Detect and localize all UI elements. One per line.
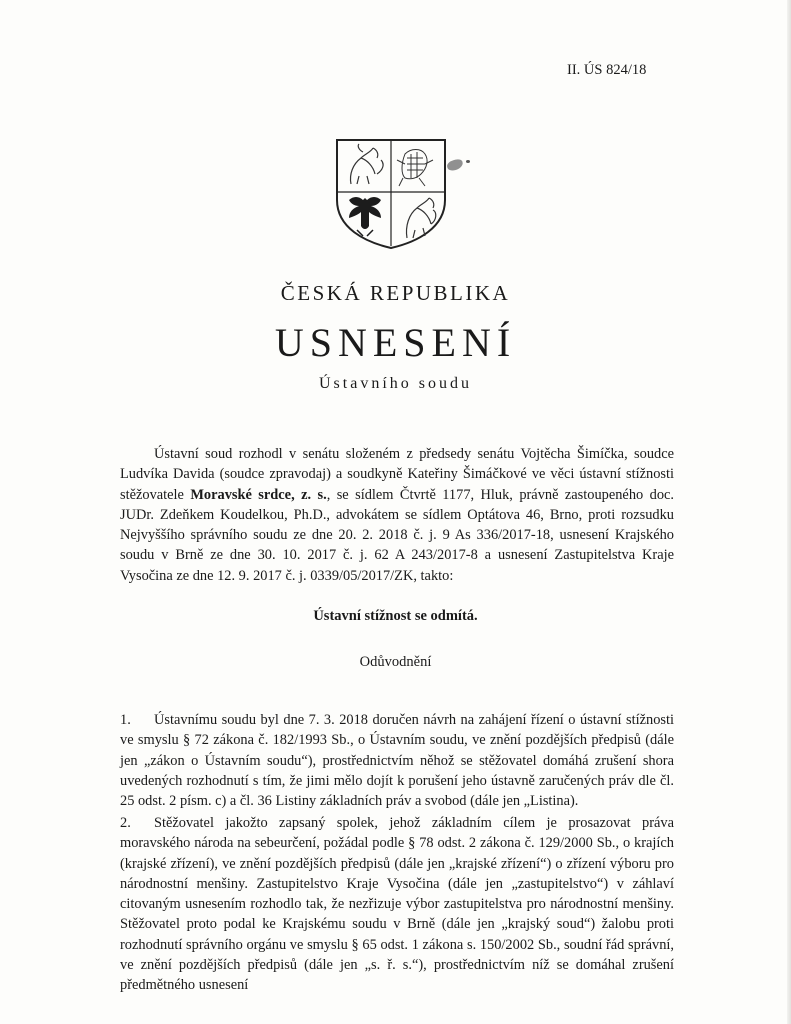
paragraph-text: Ústavnímu soudu byl dne 7. 3. 2018 doručen návrh na zahájení řízení o ústavní stížnosti ve smyslu § 72 zákona č. 182/1993 Sb., o Ústavním soudu, ve znění pozdějších předpisů (dále jen „zákon o Ústavním soudu“), prostřednictvím něhož se stěžovatel domáhá zrušení shora uvedených rozhodnutí s tím, že jimi mělo dojít k porušení jeho ústavně zaručených práv dle čl. 25 odst. 2 písm. c) a čl. 36 Listiny základních práv a svobod (dále jen „Listina).	[120, 712, 674, 810]
reasoning-heading: Odůvodnění	[359, 654, 432, 670]
verdict: Ústavní stížnost se odmítá.	[313, 608, 478, 624]
state-heading: ČESKÁ REPUBLIKA	[280, 281, 511, 305]
court-heading: Ústavního soudu	[319, 375, 472, 392]
scan-dot-mark	[466, 160, 470, 163]
complainant-name: Moravské srdce, z. s.	[190, 486, 327, 503]
coat-of-arms-emblem	[333, 134, 449, 250]
paragraph-1	[120, 710, 674, 811]
paragraph-number: 2.	[120, 815, 131, 831]
paragraph-2	[120, 813, 674, 996]
intro-paragraph	[120, 444, 674, 586]
intro-text-end: , se sídlem Čtvrtě 1177, Hluk, právně zastoupeného doc. JUDr. Zdeňkem Koudelkou, Ph.D., advokátem se sídlem Optátova 46, Brno, proti rozsudku Nejvyššího správního soudu ze dne 20. 2. 2018 č. j. 9 As 336/2017-18, usnesení Krajského soudu v Brně ze dne 30. 10. 2017 č. j. 62 A 243/2017-8 a usnesení Zastupitelstva Kraje Vysočina ze dne 12. 9. 2017 č. j. 0339/05/2017/ZK, takto:	[120, 486, 674, 584]
case-number: II. ÚS 824/18	[567, 62, 647, 78]
document-title: USNESENÍ	[274, 320, 517, 365]
paragraph-number: 1.	[120, 712, 131, 728]
paragraph-text: Stěžovatel jakožto zapsaný spolek, jehož základním cílem je prosazovat práva moravského národa na sebeurčení, požádal podle § 78 odst. 2 zákona č. 129/2000 Sb., o krajích (krajské zřízení), ve znění pozdějších předpisů (dále jen „krajské zřízení“) o zřízení výboru pro národnostní menšiny. Zastupitelstvo Kraje Vysočina (dále jen „zastupitelstvo“) v záhlaví citovaným usnesením rozhodlo tak, že nezřizuje výbor zastupitelstva pro národnostní menšiny. Stěžovatel proto podal ke Krajskému soudu v Brně (dále jen „krajský soud“) žalobu proti rozhodnutí správního orgánu ve smyslu § 65 odst. 1 zákona s. 150/2002 Sb., soudní řád správní, ve znění pozdějších předpisů (dále jen „s. ř. s.“), prostřednictvím níž se domáhal zrušení předmětného usnesení	[120, 815, 674, 994]
scan-edge	[787, 0, 791, 1024]
intro-text-start: Ústavní soud rozhodl v senátu složeném z předsedy senátu Vojtěcha Šimíčka, soudce Ludvíka Davida (soudce zpravodaj) a soudkyně Kateřiny Šimáčkové ve věci ústavní stížnosti stěžovatele	[120, 446, 674, 503]
